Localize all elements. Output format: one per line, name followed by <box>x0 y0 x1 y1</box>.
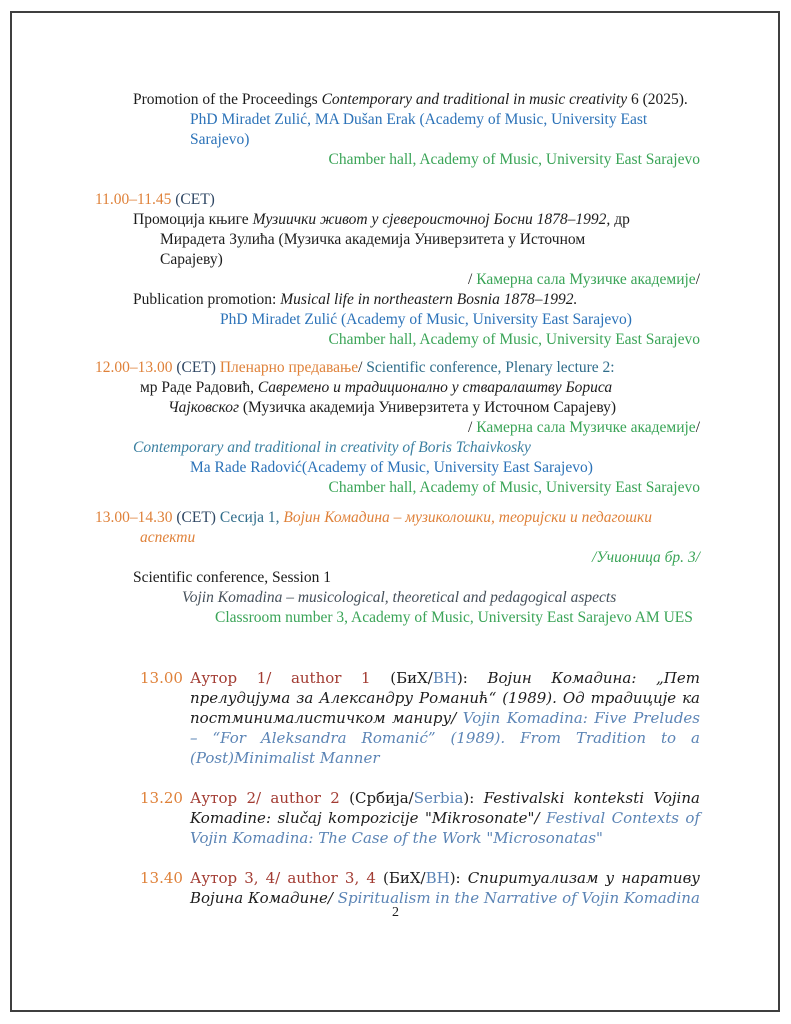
presentation-title-sr: Festivalski konteksti Vojina Komadine: slučaj kompozicije "Mikrosonate"/ <box>190 789 700 827</box>
country-open: (БиХ/ <box>382 869 426 887</box>
presentation-title-en: Spiritualism in the Narrative of Vojin Komadina <box>337 889 700 907</box>
session11-en-line <box>133 290 700 310</box>
presentation-time: 13.00 <box>140 669 183 687</box>
author-label: Аутор 3, 4/ author 3, 4 <box>190 869 376 887</box>
presentation-item-1 <box>95 668 700 768</box>
author-label: Аутор 2/ author 2 <box>190 789 340 807</box>
presentation-text <box>190 788 700 848</box>
country-en: Serbia <box>413 789 464 807</box>
session12-affiliation-sr: (Музичка академија Универзитета у Источном Сарајеву) <box>242 399 617 416</box>
presentation-title-sr: Војин Комадина: „Пет прелудијума за Александру Романић“ (1989). Од традиције ка постминималистичком маниру/ <box>190 669 700 727</box>
session11-sr-line2: Мирадета Зулића (Музичка академија Универзитета у Источном <box>160 231 586 248</box>
author-label: Аутор 1/ author 1 <box>190 669 371 687</box>
session12-speaker-line <box>140 378 700 398</box>
country-open: (Србија/ <box>349 789 414 807</box>
presentation-text <box>190 868 700 908</box>
session13-time-line <box>95 508 700 528</box>
promotion-venue-en: Chamber hall, Academy of Music, University East Sarajevo <box>328 151 700 168</box>
presentation-time: 13.20 <box>140 789 183 807</box>
session12-lecture-title-sr-part1: Савремено и традиционално у стваралаштву Бориса <box>257 379 613 396</box>
presentation-title-sr: Спиритуализам у наративу Војина Комадине/ <box>190 869 701 907</box>
session11-sr-intro: Промоција књиге <box>133 211 249 228</box>
promotion-suffix: 6 (2025). <box>630 91 688 108</box>
session12-time-line <box>95 358 700 378</box>
session11-time: 11.00–11.45 <box>95 191 172 208</box>
session11-sr-line3: Сарајеву) <box>160 251 223 268</box>
session12-line2 <box>168 398 700 418</box>
venue-slash-close: / <box>695 419 700 436</box>
promotion-presenters-line2: Sarajevo) <box>190 131 250 148</box>
session13-label: Сесија 1, <box>219 509 280 526</box>
country-close: ): <box>449 869 461 887</box>
presentation-title-en: Festival Contexts of Vojin Komadina: The Case of the Work "Microsonatas" <box>190 809 700 847</box>
session12-title-en: Scientific conference, Plenary lecture 2: <box>366 359 615 376</box>
session11-book-title-en: Musical life in northeastern Bosnia 1878–1992. <box>280 291 578 308</box>
presentation-title-en: Vojin Komadina: Five Preludes – “For Aleksandra Romanić” (1989). From Tradition to a (Post)Minimalist Manner <box>190 709 700 767</box>
session11-presenter: PhD Miradet Zulić (Academy of Music, University East Sarajevo) <box>220 311 632 328</box>
page-content <box>95 80 700 908</box>
venue-slash-open: / <box>468 419 477 436</box>
presentations-list <box>95 668 700 908</box>
promotion-text: Promotion of the Proceedings <box>133 91 318 108</box>
session11-time-line <box>95 190 700 210</box>
session11-venue-sr: Камерна сала Музичке академије <box>476 271 696 288</box>
session11-cet: (CET) <box>175 191 215 208</box>
session13-time: 13.00–14.30 <box>95 509 173 526</box>
venue-slash-close: / <box>695 271 700 288</box>
promotion-line <box>133 90 700 110</box>
session11-venue-en: Chamber hall, Academy of Music, University East Sarajevo <box>328 331 700 348</box>
session13-cet: (CET) <box>176 509 216 526</box>
session12-title-sr: Пленарно предавање <box>219 359 359 376</box>
session11-sr-suffix: др <box>614 211 630 228</box>
session13-title-sr-line2: аспекти <box>140 529 196 546</box>
session13-en-line1: Scientific conference, Session 1 <box>133 569 331 586</box>
session12-presenter: Ma Rade Radović(Academy of Music, University East Sarajevo) <box>190 459 593 476</box>
session13-venue-sr: /Учионица бр. 3/ <box>592 549 700 566</box>
session11-sr-line1 <box>133 210 700 230</box>
session13-title-sr-line1: Војин Комадина – музиколошки, теоријски и педагошки <box>283 509 652 526</box>
session11-en-intro: Publication promotion: <box>133 291 277 308</box>
session12-venue-sr: Камерна сала Музичке академије <box>476 419 696 436</box>
presentation-item-3 <box>95 868 700 908</box>
session13-venue-en: Classroom number 3, Academy of Music, University East Sarajevo AM UES <box>215 609 693 626</box>
session11-venue-sr-line <box>95 270 700 290</box>
promotion-proceedings-title: Contemporary and traditional in music creativity <box>321 91 628 108</box>
session12-slash: / <box>358 359 363 376</box>
country-en: BH <box>432 669 457 687</box>
country-open: (БиХ/ <box>390 669 433 687</box>
country-close: ): <box>463 789 475 807</box>
page-number: 2 <box>392 905 399 920</box>
presentation-item-2 <box>95 788 700 848</box>
session12-venue-en: Chamber hall, Academy of Music, University East Sarajevo <box>328 479 700 496</box>
presentation-text <box>190 668 700 768</box>
promotion-presenters-line1: PhD Miradet Zulić, MA Dušan Erak (Academy of Music, University East <box>190 111 648 128</box>
presentation-time: 13.40 <box>140 869 183 887</box>
session12-cet: (CET) <box>176 359 216 376</box>
session12-lecture-title-en: Contemporary and traditional in creativity of Boris Tchaivkosky <box>133 439 531 456</box>
session11-book-title-sr: Музиички живот у сјевероисточној Босни 1878–1992, <box>252 211 611 228</box>
session12-speaker: мр Раде Радовић, <box>140 379 254 396</box>
session12-lecture-title-sr-part2: Чајковског <box>168 399 240 416</box>
venue-slash-open: / <box>468 271 477 288</box>
session12-venue-sr-line <box>95 418 700 438</box>
country-en: BH <box>425 869 450 887</box>
country-close: ): <box>456 669 468 687</box>
session12-time: 12.00–13.00 <box>95 359 173 376</box>
session13-title-en: Vojin Komadina – musicological, theoretical and pedagogical aspects <box>182 589 617 606</box>
